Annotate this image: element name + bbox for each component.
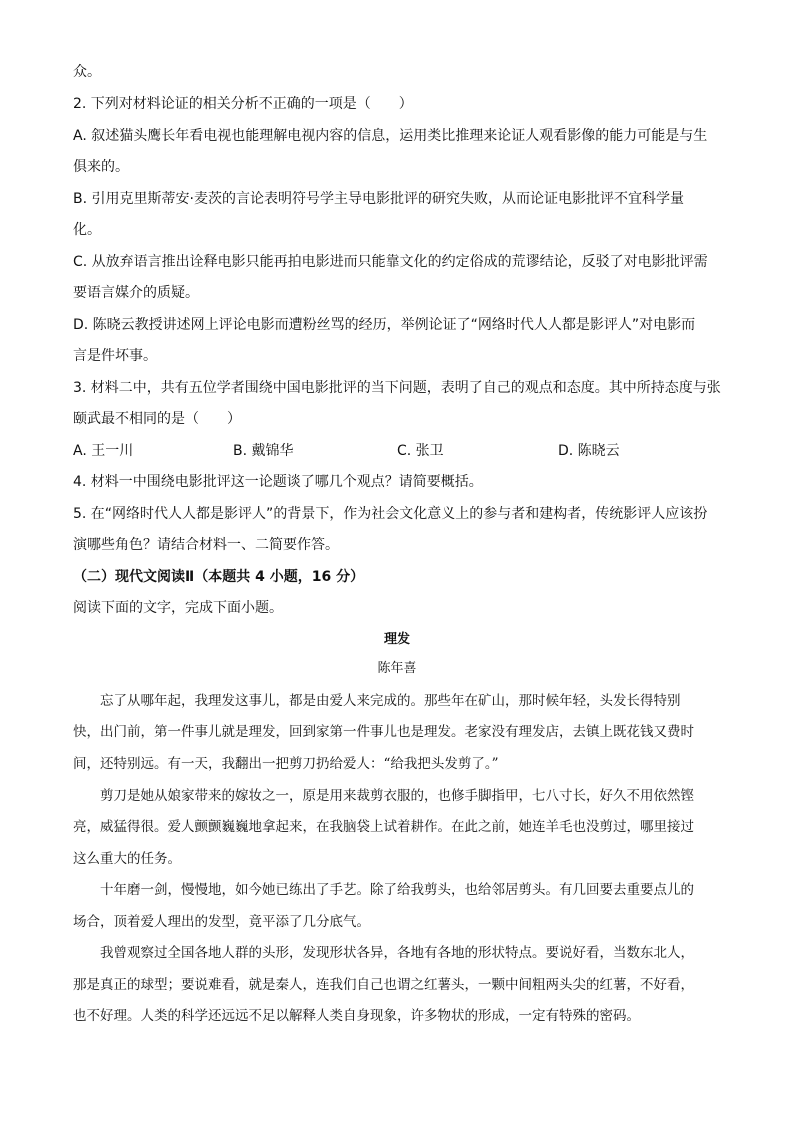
article-line: 场合，顶着爱人理出的发型，竟平添了几分底气。	[73, 914, 370, 930]
article-line: 间，还特别远。有一天，我翻出一把剪刀扔给爱人：“给我把头发剪了。”	[73, 756, 499, 772]
article-author: 陈年喜	[377, 661, 417, 676]
article-line: 忘了从哪年起，我理发这事儿，都是由爱人来完成的。那些年在矿山，那时候年轻，头发长得特别	[73, 693, 681, 709]
article-line: 亮，威猛得很。爱人颤颤巍巍地拿起来，在我脑袋上试着耕作。在此之前，她连羊毛也没剪过，哪里接过	[73, 819, 694, 835]
q2-option-a-line1: A. 叙述猫头鹰长年看电视也能理解电视内容的信息，运用类比推理来论证人观看影像的能力可能是与生	[73, 128, 708, 144]
section-instruction: 阅读下面的文字，完成下面小题。	[73, 600, 283, 616]
q5-stem-line1: 5. 在“网络时代人人都是影评人”的背景下，作为社会文化意义上的参与者和建构者，传统影评人应该扮	[73, 506, 708, 522]
q3-option-c: C. 张卫	[397, 443, 444, 459]
article-line: 也不好理。人类的科学还远远不足以解释人类自身现象，许多物状的形成，一定有特殊的密码。	[73, 1008, 640, 1024]
q1-tail: 众。	[73, 64, 101, 80]
article-line: 剪刀是她从娘家带来的嫁妆之一，原是用来裁剪衣服的，也修手脚指甲，七八寸长，好久不用依然铿	[73, 788, 694, 804]
q2-option-a-line2: 俱来的。	[73, 159, 129, 175]
article-line: 这么重大的任务。	[73, 851, 181, 867]
article-title: 理发	[383, 632, 410, 647]
q3-option-b: B. 戴锦华	[233, 443, 294, 459]
q2-stem: 2. 下列对材料论证的相关分析不正确的一项是（ ）	[73, 96, 413, 112]
q3-option-d: D. 陈晓云	[558, 443, 620, 459]
q3-stem-line1: 3. 材料二中，共有五位学者围绕中国电影批评的当下问题，表明了自己的观点和态度。其中所持态度与张	[73, 380, 721, 396]
q2-option-c-line1: C. 从放弃语言推出诠释电影只能再拍电影进而只能靠文化的约定俗成的荒谬结论，反驳了对电影批评需	[73, 254, 708, 270]
q5-stem-line2: 演哪些角色？请结合材料一、二简要作答。	[73, 537, 339, 553]
q2-option-b-line2: 化。	[73, 222, 101, 238]
q3-option-a: A. 王一川	[73, 443, 134, 459]
q2-option-c-line2: 要语言媒介的质疑。	[73, 285, 199, 301]
q4-stem: 4. 材料一中围绕电影批评这一论题谈了哪几个观点？请简要概括。	[73, 474, 483, 490]
q3-stem-line2: 颐武最不相同的是（ ）	[73, 411, 241, 427]
q2-option-d-line2: 言是件坏事。	[73, 348, 157, 364]
article-line: 那是真正的球型；要说难看，就是秦人，连我们自己也谓之红薯头，一颗中间粗两头尖的红薯，不好看，	[73, 977, 694, 993]
q2-option-b-line1: B. 引用克里斯蒂安·麦茨的言论表明符号学主导电影批评的研究失败，从而论证电影批评不宜科学量	[73, 191, 684, 207]
article-line: 十年磨一剑，慢慢地，如今她已练出了手艺。除了给我剪头，也给邻居剪头。有几回要去重要点儿的	[73, 882, 694, 898]
article-line: 我曾观察过全国各地人群的头形，发现形状各异，各地有各地的形状特点。要说好看，当数东北人，	[73, 945, 694, 961]
article-line: 快，出门前，第一件事儿就是理发，回到家第一件事儿也是理发。老家没有理发店，去镇上既花钱又费时	[73, 724, 694, 740]
q2-option-d-line1: D. 陈晓云教授讲述网上评论电影而遭粉丝骂的经历，举例论证了“网络时代人人都是影评人”对电影而	[73, 317, 696, 333]
section-heading: （二）现代文阅读Ⅱ（本题共 4 小题，16 分）	[73, 569, 365, 585]
